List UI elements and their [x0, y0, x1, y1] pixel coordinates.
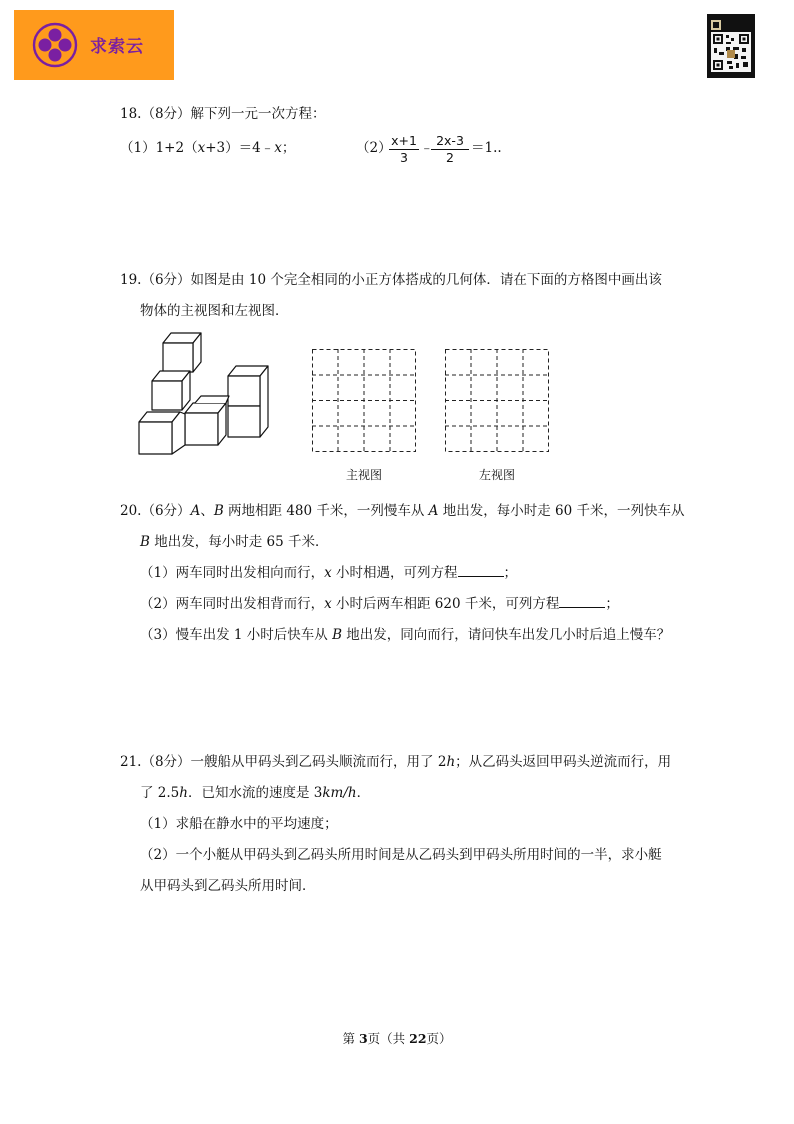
q18-fraction-1: $\frac{x+1}{3}$ [389, 134, 419, 165]
q18-title: 18.（8分）解下列一元一次方程： [120, 106, 326, 122]
q20-part3: （3）慢车出发 1 小时后快车从 B 地出发，同向而行，请问快车出发几小时后追上慢车？ [140, 627, 671, 643]
q18-part2-label: （2） [356, 140, 392, 156]
q21-part2-cont: 从甲码头到乙码头所用时间． [140, 878, 316, 894]
qr-code-icon [707, 14, 755, 78]
q21-line-1: 21.（8分）一艘船从甲码头到乙码头顺流而行，用了 2h；从乙码头返回甲码头逆流而行，用 [120, 754, 672, 770]
q20-part1: （1）两车同时出发相向而行，x 小时相遇，可列方程 ； [140, 565, 518, 581]
q20-line-1: 20.（6分）A、B 两地相距 480 千米，一列慢车从 A 地出发，每小时走 60 千米，一列快车从 [120, 503, 685, 519]
q19-line-1: 19.（6分）如图是由 10 个完全相同的小正方体搭成的几何体．请在下面的方格图中画出该 [120, 272, 662, 288]
q18-part1: （1）1+2（x+3）＝4﹣x； [120, 140, 296, 156]
q19-line-2: 物体的主视图和左视图． [140, 303, 289, 319]
brand-logo [14, 10, 174, 80]
front-view-grid[interactable] [312, 349, 416, 452]
q21-part2: （2）一个小艇从甲码头到乙码头所用时间是从乙码头到甲码头所用时间的一半，求小艇 [140, 847, 662, 863]
logo-text: 求索云 [90, 37, 144, 57]
left-view-caption: 左视图 [479, 468, 516, 482]
q21-part1: （1）求船在静水中的平均速度； [140, 816, 338, 832]
answer-blank-2[interactable] [559, 594, 605, 608]
page-number: 3 [358, 1031, 368, 1046]
front-view-caption: 主视图 [346, 468, 383, 482]
q18-fraction-2: $\frac{2x-3}{2}$ [431, 134, 469, 165]
q20-part2: （2）两车同时出发相背而行，x 小时后两车相距 620 千米，可列方程 ； [140, 596, 619, 612]
left-view-grid[interactable] [445, 349, 549, 452]
q18-minus: ﹣ [420, 140, 434, 156]
page-footer: 第 3页（共 22页） [342, 1031, 452, 1046]
q20-line-2: B 地出发，每小时走 65 千米． [140, 534, 329, 550]
q18-part2-rhs: ＝1.. [471, 140, 502, 156]
logo-flower-icon [32, 22, 78, 68]
q21-line-2: 了 2.5h．已知水流的速度是 3km/h． [140, 785, 371, 801]
answer-blank-1[interactable] [458, 563, 504, 577]
cube-stack-figure [133, 330, 275, 456]
page-total: 22 [409, 1031, 427, 1046]
